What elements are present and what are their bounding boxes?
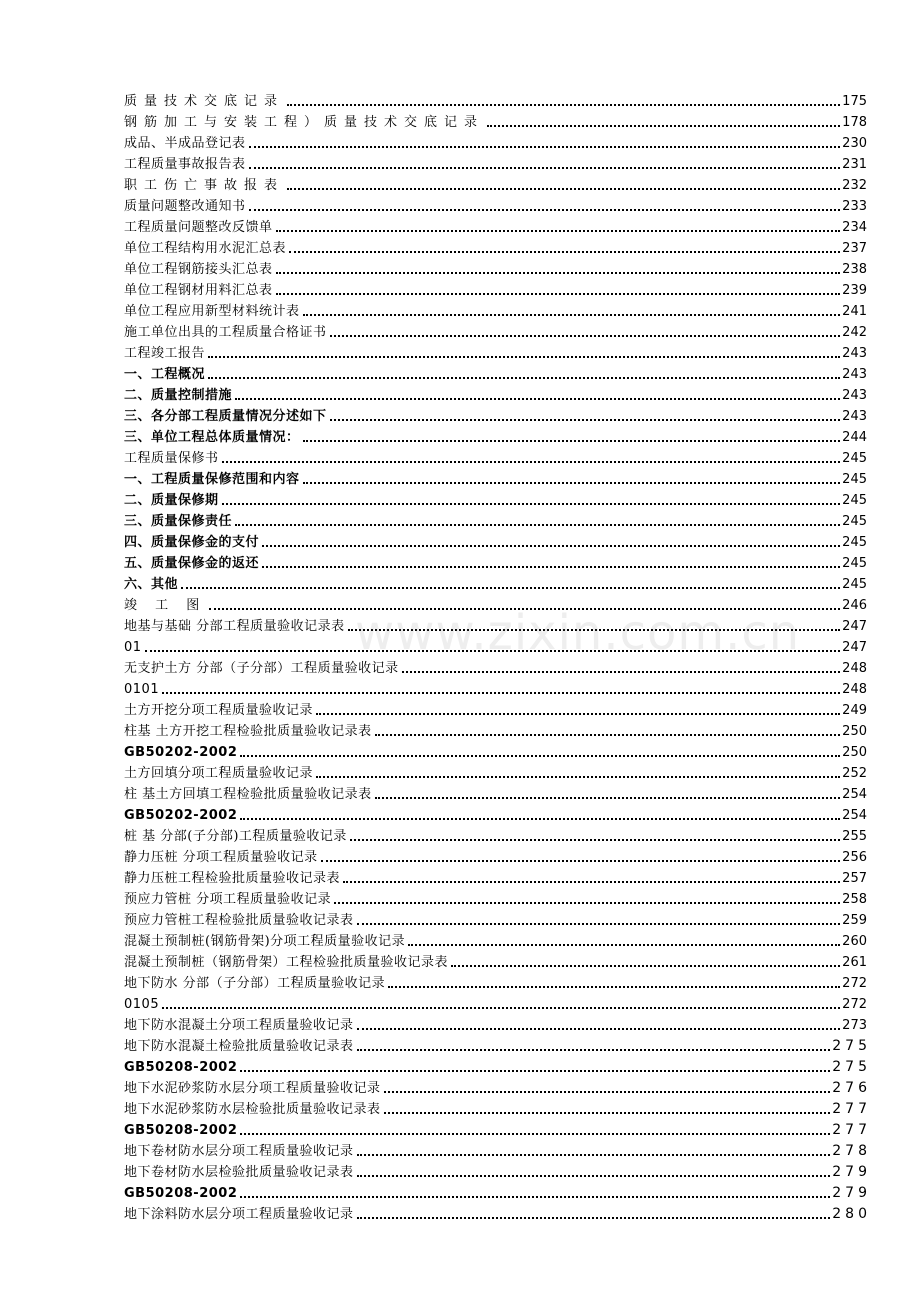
dot-leader: [384, 1112, 831, 1114]
toc-entry-title: 职工伤亡事故报表: [124, 178, 285, 193]
toc-entry-page-number: 249: [842, 703, 867, 718]
table-of-contents: [124, 89, 871, 1223]
toc-entry-page-number: 245: [842, 514, 867, 529]
toc-entry-title: 土方回填分项工程质量验收记录: [124, 766, 314, 781]
toc-entry-title: GB50208-2002: [124, 1060, 238, 1075]
toc-entry-title: 五、质量保修金的返还: [124, 556, 260, 571]
toc-entry-page-number: 239: [842, 283, 867, 298]
dot-leader: [240, 1070, 830, 1072]
toc-entry-title: GB50202-2002: [124, 745, 238, 760]
toc-entry-title: 竣 工 图: [124, 598, 207, 613]
toc-entry-page-number: 279: [832, 1185, 871, 1201]
toc-entry[interactable]: [124, 152, 867, 173]
dot-leader: [287, 188, 840, 190]
toc-entry-title: 单位工程钢材用料汇总表: [124, 283, 273, 298]
toc-entry[interactable]: [124, 425, 867, 446]
toc-entry-title: 一、工程概况: [124, 367, 206, 382]
toc-entry[interactable]: [124, 509, 867, 530]
toc-entry-page-number: 254: [842, 787, 867, 802]
toc-entry[interactable]: [124, 782, 867, 803]
toc-entry-page-number: 247: [842, 619, 867, 634]
toc-entry-title: 混凝土预制桩(钢筋骨架)分项工程质量验收记录: [124, 934, 406, 949]
toc-entry[interactable]: [124, 698, 867, 719]
toc-entry-page-number: 243: [842, 367, 867, 382]
toc-entry-page-number: 275: [832, 1038, 871, 1054]
toc-entry-page-number: 178: [842, 115, 867, 130]
dot-leader: [384, 1091, 831, 1093]
toc-entry[interactable]: [124, 740, 867, 761]
dot-leader: [262, 545, 840, 547]
toc-entry[interactable]: [124, 1034, 871, 1055]
dot-leader: [240, 1133, 830, 1135]
dot-leader: [357, 1049, 831, 1051]
watermark: www.zixin.com.cn: [355, 605, 801, 661]
toc-entry-title: 柱 基土方回填工程检验批质量验收记录表: [124, 787, 372, 802]
toc-entry[interactable]: [124, 1181, 871, 1202]
toc-entry-page-number: 175: [842, 94, 867, 109]
toc-entry-page-number: 279: [832, 1164, 871, 1180]
toc-entry-page-number: 230: [842, 136, 867, 151]
toc-entry-page-number: 238: [842, 262, 867, 277]
toc-entry-page-number: 248: [842, 661, 867, 676]
toc-entry[interactable]: [124, 530, 867, 551]
toc-entry-page-number: 255: [842, 829, 867, 844]
toc-entry-page-number: 278: [832, 1143, 871, 1159]
toc-entry-title: GB50208-2002: [124, 1186, 238, 1201]
dot-leader: [334, 902, 840, 904]
dot-leader: [240, 755, 840, 757]
toc-entry-title: 施工单位出具的工程质量合格证书: [124, 325, 327, 340]
dot-leader: [316, 776, 840, 778]
toc-entry-title: 混凝土预制桩（钢筋骨架）工程检验批质量验收记录表: [124, 955, 449, 970]
toc-entry[interactable]: [124, 677, 867, 698]
toc-entry-page-number: 244: [842, 430, 867, 445]
dot-leader: [375, 734, 841, 736]
toc-entry[interactable]: [124, 131, 867, 152]
toc-entry[interactable]: [124, 362, 867, 383]
dot-leader: [162, 1007, 840, 1009]
toc-entry[interactable]: [124, 803, 867, 824]
dot-leader: [145, 650, 841, 652]
dot-leader: [276, 230, 841, 232]
toc-entry-title: 六、其他: [124, 577, 179, 592]
toc-entry-page-number: 243: [842, 388, 867, 403]
toc-entry-page-number: 245: [842, 451, 867, 466]
toc-entry-page-number: 257: [842, 871, 867, 886]
toc-entry-page-number: 233: [842, 199, 867, 214]
toc-entry-page-number: 252: [842, 766, 867, 781]
toc-entry-title: 地下水泥砂浆防水层分项工程质量验收记录: [124, 1081, 381, 1096]
dot-leader: [330, 419, 841, 421]
toc-entry-page-number: 250: [842, 724, 867, 739]
toc-entry-title: 地下水泥砂浆防水层检验批质量验收记录表: [124, 1102, 381, 1117]
dot-leader: [303, 440, 841, 442]
dot-leader: [249, 209, 841, 211]
toc-entry[interactable]: [124, 383, 867, 404]
toc-entry-page-number: 277: [832, 1122, 871, 1138]
toc-entry-page-number: 245: [842, 493, 867, 508]
dot-leader: [303, 314, 841, 316]
toc-entry[interactable]: [124, 278, 867, 299]
toc-entry-title: 地基与基础 分部工程质量验收记录表: [124, 619, 345, 634]
toc-entry-title: 土方开挖分项工程质量验收记录: [124, 703, 314, 718]
dot-leader: [388, 986, 840, 988]
dot-leader: [408, 944, 840, 946]
toc-entry[interactable]: [124, 656, 867, 677]
toc-entry-title: 地下卷材防水层检验批质量验收记录表: [124, 1165, 354, 1180]
toc-entry-page-number: 245: [842, 535, 867, 550]
toc-entry[interactable]: [124, 1097, 871, 1118]
dot-leader: [321, 860, 841, 862]
toc-entry-page-number: 248: [842, 682, 867, 697]
toc-entry-page-number: 243: [842, 346, 867, 361]
toc-entry-page-number: 276: [832, 1080, 871, 1096]
toc-entry-page-number: 261: [842, 955, 867, 970]
dot-leader: [262, 566, 840, 568]
toc-entry-page-number: 260: [842, 934, 867, 949]
toc-entry-title: 0105: [124, 997, 160, 1012]
toc-entry-page-number: 231: [842, 157, 867, 172]
toc-entry-title: 三、各分部工程质量情况分述如下: [124, 409, 327, 424]
toc-entry[interactable]: [124, 194, 867, 215]
toc-entry[interactable]: [124, 635, 867, 656]
dot-leader: [235, 398, 840, 400]
dot-leader: [222, 461, 841, 463]
toc-entry-title: 地下防水混凝土分项工程质量验收记录: [124, 1018, 354, 1033]
toc-entry-page-number: 273: [842, 1018, 867, 1033]
dot-leader: [249, 167, 841, 169]
toc-entry[interactable]: [124, 719, 867, 740]
dot-leader: [287, 104, 840, 106]
dot-leader: [289, 251, 840, 253]
toc-entry[interactable]: [124, 488, 867, 509]
toc-entry-page-number: 246: [842, 598, 867, 613]
toc-entry-title: 01: [124, 640, 142, 655]
toc-entry-page-number: 247: [842, 640, 867, 655]
toc-entry-page-number: 280: [832, 1206, 871, 1222]
toc-entry[interactable]: [124, 887, 867, 908]
toc-entry-title: GB50208-2002: [124, 1123, 238, 1138]
toc-entry[interactable]: [124, 341, 867, 362]
toc-entry-title: 二、质量保修期: [124, 493, 219, 508]
toc-entry-title: 三、质量保修责任: [124, 514, 233, 529]
toc-entry-title: 柱基 土方开挖工程检验批质量验收记录表: [124, 724, 372, 739]
toc-entry-page-number: 272: [842, 997, 867, 1012]
toc-entry-title: 工程质量问题整改反馈单: [124, 220, 273, 235]
toc-entry-page-number: 277: [832, 1101, 871, 1117]
toc-entry-title: 一、工程质量保修范围和内容: [124, 472, 300, 487]
toc-entry[interactable]: [124, 992, 867, 1013]
dot-leader: [357, 1217, 831, 1219]
dot-leader: [240, 1196, 830, 1198]
dot-leader: [303, 482, 841, 484]
toc-entry-title: 预应力管桩 分项工程质量验收记录: [124, 892, 332, 907]
toc-entry-title: 地下卷材防水层分项工程质量验收记录: [124, 1144, 354, 1159]
toc-entry[interactable]: [124, 110, 867, 131]
toc-entry[interactable]: [124, 467, 867, 488]
toc-entry[interactable]: [124, 866, 867, 887]
toc-entry[interactable]: [124, 950, 867, 971]
toc-entry-title: 地下防水混凝土检验批质量验收记录表: [124, 1039, 354, 1054]
toc-entry[interactable]: [124, 299, 867, 320]
toc-entry[interactable]: [124, 929, 867, 950]
toc-entry[interactable]: [124, 257, 867, 278]
toc-entry-page-number: 250: [842, 745, 867, 760]
toc-entry-title: 静力压桩 分项工程质量验收记录: [124, 850, 318, 865]
toc-entry[interactable]: [124, 551, 867, 572]
toc-entry-title: 四、质量保修金的支付: [124, 535, 260, 550]
dot-leader: [181, 587, 840, 589]
toc-entry[interactable]: [124, 824, 867, 845]
toc-entry[interactable]: [124, 1139, 871, 1160]
dot-leader: [375, 797, 841, 799]
toc-entry[interactable]: [124, 1202, 871, 1223]
toc-entry[interactable]: [124, 215, 867, 236]
toc-entry-title: 无支护土方 分部（子分部）工程质量验收记录: [124, 661, 399, 676]
toc-entry[interactable]: [124, 446, 867, 467]
toc-entry-page-number: 232: [842, 178, 867, 193]
dot-leader: [222, 503, 841, 505]
dot-leader: [240, 818, 840, 820]
toc-entry[interactable]: [124, 761, 867, 782]
toc-entry-page-number: 241: [842, 304, 867, 319]
toc-entry-title: 单位工程结构用水泥汇总表: [124, 241, 287, 256]
toc-entry[interactable]: [124, 1118, 871, 1139]
toc-entry-title: 成品、半成品登记表: [124, 136, 246, 151]
toc-entry-title: 二、质量控制措施: [124, 388, 233, 403]
toc-entry-page-number: 245: [842, 472, 867, 487]
toc-entry-page-number: 234: [842, 220, 867, 235]
toc-entry-title: 0101: [124, 682, 160, 697]
toc-entry-page-number: 237: [842, 241, 867, 256]
toc-entry-page-number: 243: [842, 409, 867, 424]
toc-entry-page-number: 254: [842, 808, 867, 823]
dot-leader: [343, 881, 840, 883]
toc-entry[interactable]: [124, 173, 867, 194]
dot-leader: [402, 671, 841, 673]
toc-entry[interactable]: [124, 1160, 871, 1181]
dot-leader: [330, 335, 841, 337]
toc-entry[interactable]: [124, 1055, 871, 1076]
toc-entry-title: 预应力管桩工程检验批质量验收记录表: [124, 913, 354, 928]
toc-entry-title: 静力压桩工程检验批质量验收记录表: [124, 871, 341, 886]
toc-entry-page-number: 242: [842, 325, 867, 340]
dot-leader: [276, 272, 841, 274]
toc-entry-title: 单位工程钢筋接头汇总表: [124, 262, 273, 277]
toc-entry-title: 钢筋加工与安装工程）质量技术交底记录: [124, 115, 485, 130]
toc-entry[interactable]: [124, 908, 867, 929]
toc-entry-page-number: 245: [842, 577, 867, 592]
dot-leader: [276, 293, 841, 295]
toc-entry[interactable]: [124, 971, 867, 992]
toc-entry-page-number: 272: [842, 976, 867, 991]
toc-entry[interactable]: [124, 845, 867, 866]
dot-leader: [208, 356, 840, 358]
toc-entry-title: 质量技术交底记录: [124, 94, 285, 109]
toc-entry-title: 单位工程应用新型材料统计表: [124, 304, 300, 319]
toc-entry-title: 三、单位工程总体质量情况：: [124, 430, 300, 445]
toc-entry[interactable]: [124, 1013, 867, 1034]
dot-leader: [162, 692, 840, 694]
toc-entry-title: 工程质量事故报告表: [124, 157, 246, 172]
toc-entry-title: 地下防水 分部（子分部）工程质量验收记录: [124, 976, 386, 991]
toc-entry-title: GB50202-2002: [124, 808, 238, 823]
toc-entry-title: 工程竣工报告: [124, 346, 206, 361]
dot-leader: [316, 713, 840, 715]
toc-entry-title: 质量问题整改通知书: [124, 199, 246, 214]
dot-leader: [357, 1175, 831, 1177]
toc-entry-page-number: 256: [842, 850, 867, 865]
dot-leader: [487, 125, 840, 127]
toc-entry-title: 工程质量保修书: [124, 451, 219, 466]
dot-leader: [235, 524, 840, 526]
toc-entry[interactable]: [124, 404, 867, 425]
toc-entry-page-number: 275: [832, 1059, 871, 1075]
dot-leader: [451, 965, 840, 967]
toc-entry[interactable]: [124, 614, 867, 635]
dot-leader: [357, 1028, 841, 1030]
dot-leader: [208, 377, 840, 379]
toc-entry[interactable]: [124, 320, 867, 341]
toc-entry-title: 地下涂料防水层分项工程质量验收记录: [124, 1207, 354, 1222]
dot-leader: [209, 608, 840, 610]
toc-entry-page-number: 259: [842, 913, 867, 928]
dot-leader: [357, 1154, 831, 1156]
toc-entry[interactable]: [124, 236, 867, 257]
toc-entry-page-number: 258: [842, 892, 867, 907]
toc-entry[interactable]: [124, 572, 867, 593]
toc-entry[interactable]: [124, 1076, 871, 1097]
toc-entry[interactable]: [124, 89, 867, 110]
dot-leader: [357, 923, 841, 925]
toc-entry-page-number: 245: [842, 556, 867, 571]
dot-leader: [249, 146, 841, 148]
toc-entry[interactable]: [124, 593, 867, 614]
toc-entry-title: 桩 基 分部(子分部)工程质量验收记录: [124, 829, 347, 844]
dot-leader: [350, 839, 840, 841]
dot-leader: [348, 629, 841, 631]
